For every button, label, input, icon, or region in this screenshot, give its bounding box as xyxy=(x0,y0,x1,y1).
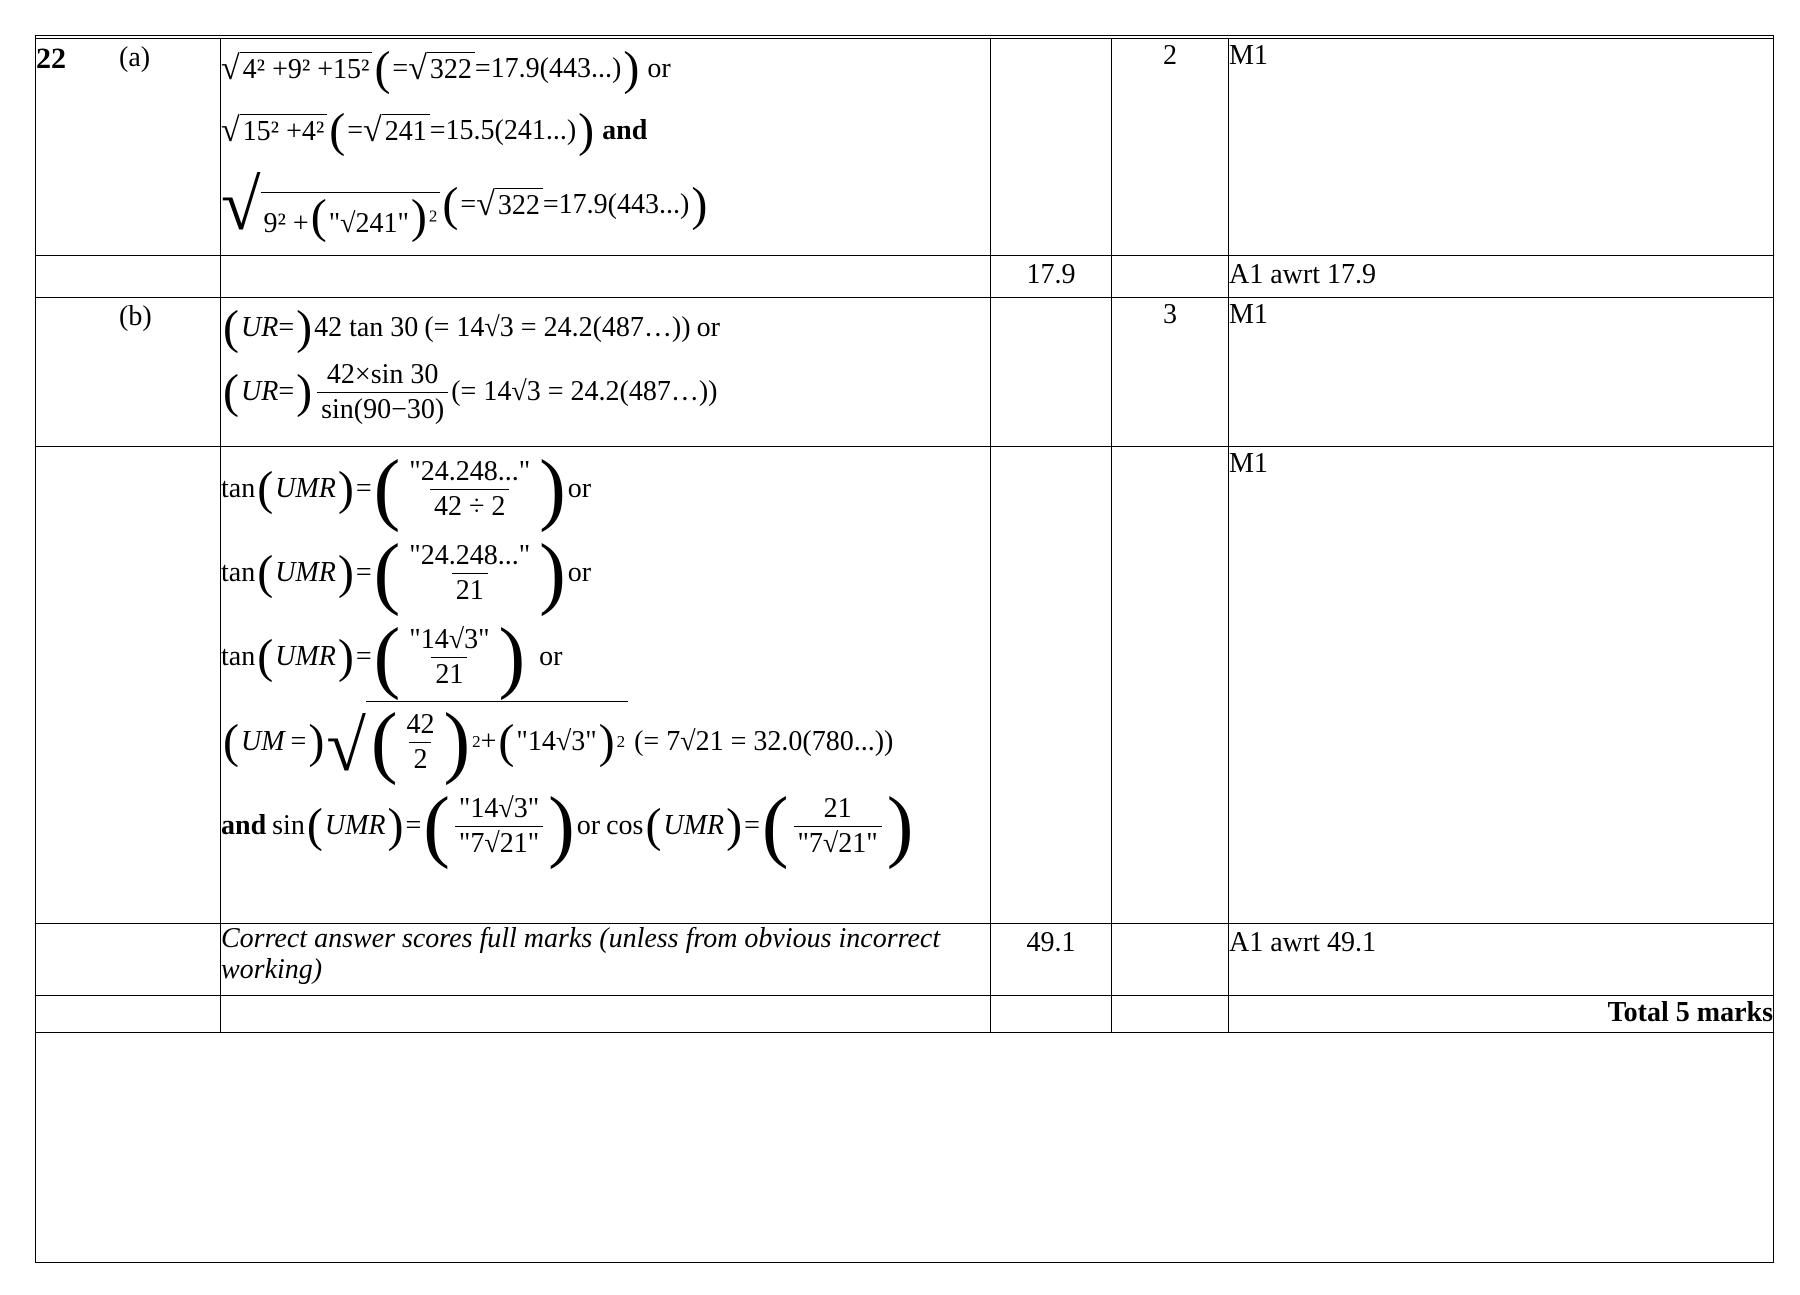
radical: √ 4² +9² +15² xyxy=(221,52,372,87)
part-b-marks: 3 xyxy=(1112,298,1229,447)
part-b-answer: 49.1 xyxy=(991,924,1112,996)
part-a-label: (a) xyxy=(119,42,151,73)
working-line-3: √ 9² +("√241") $^2$ ( = √ 322 =17.9(443...) ) xyxy=(221,165,708,245)
ur-line-2: ( UR = ) $\frac{42\times\sin 30}{\sin(90-30)}$ (= 14√3 = 24.2(487…)) xyxy=(223,359,718,425)
part-a-m1: M1 xyxy=(1229,39,1774,256)
working-line-1: √ 4² +9² +15² ( = √ 322 =17.9(443...) ) or xyxy=(221,42,671,95)
part-a-marks: 2 xyxy=(1112,39,1229,256)
row-total xyxy=(36,996,1774,1033)
total-marks: Total 5 marks xyxy=(1229,996,1774,1033)
mark-scheme-table xyxy=(35,38,1774,1033)
part-b-umr-working xyxy=(221,447,991,924)
final-line: and sin ( UMR ) = ( $\frac{"14√3"}{"7√21"}$ ) or cos ( UMR ) = ( $\frac{21}{"7√21"}$ ) xyxy=(221,782,914,870)
part-a-working xyxy=(221,39,991,256)
part-b-a1: A1 awrt 49.1 xyxy=(1229,924,1774,996)
part-a-a1: A1 awrt 17.9 xyxy=(1229,256,1774,298)
part-a-answer: 17.9 xyxy=(991,256,1112,298)
tan-line-3: tan ( UMR ) = ( $\frac{"14√3"}{21}$ ) or xyxy=(221,613,563,701)
part-b-ur-working xyxy=(221,298,991,447)
tan-line-1: tan ( UMR ) = ( $\frac{"24.248..."}{42 \div 2}$ ) or xyxy=(221,445,592,533)
part-b-label: (b) xyxy=(119,301,152,332)
row-b-umr xyxy=(36,447,1774,924)
tan-line-2: tan ( UMR ) = ( $\frac{"24.248..."}{21}$ ) or xyxy=(221,529,592,617)
part-b-note: Correct answer scores full marks (unless from obvious incorrect working) xyxy=(221,924,991,996)
ur-line-1: ( UR = ) 42 tan 30 (= 14√3 = 24.2(487…)) or xyxy=(223,301,720,354)
row-a-answer xyxy=(36,256,1774,298)
fraction: $\frac{42\times\sin 30}{\sin(90-30)}$ xyxy=(317,358,448,426)
um-line: ( UM = ) √ ( $\frac{42}{2}$ ) 2 + ( "14√3" ) 2 (= 7√21 = 32.0(780...)) xyxy=(223,698,894,786)
row-a-method xyxy=(36,39,1774,256)
row-b-ur xyxy=(36,298,1774,447)
part-b-m1-first: M1 xyxy=(1229,298,1774,447)
answer-cell xyxy=(991,39,1112,256)
part-b-m1-second: M1 xyxy=(1229,447,1774,924)
question-cell xyxy=(36,39,221,256)
working-line-2: √ 15² +4² ( = √ 241 =15.5(241...) ) and xyxy=(221,104,648,157)
row-b-answer xyxy=(36,924,1774,996)
question-number: 22 xyxy=(36,42,66,75)
